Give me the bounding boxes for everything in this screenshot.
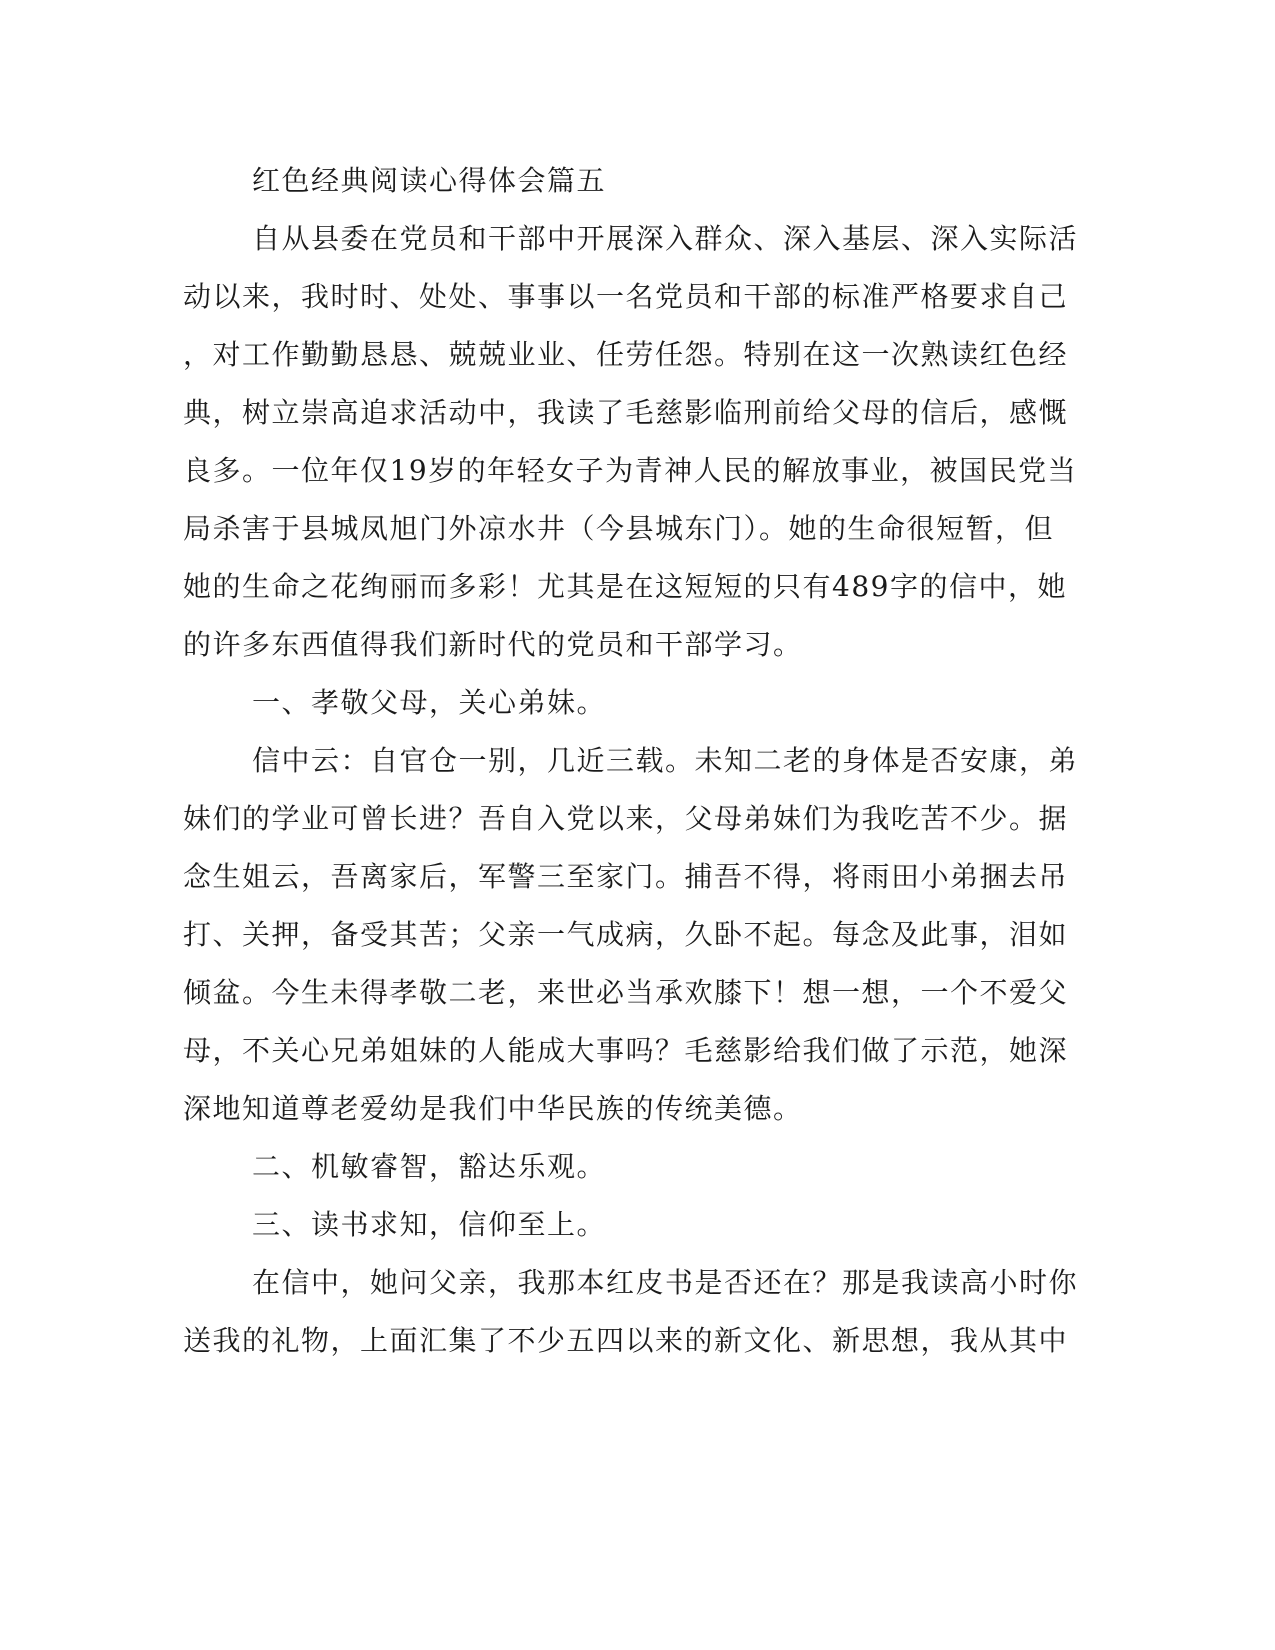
text-line: 妹们的学业可曾长进？吾自入党以来，父母弟妹们为我吃苦不少。据 [183, 802, 1069, 835]
text-line: 母，不关心兄弟姐妹的人能成大事吗？毛慈影给我们做了示范，她深 [183, 1034, 1069, 1067]
text-line: 的许多东西值得我们新时代的党员和干部学习。 [183, 628, 803, 661]
text-line: 自从县委在党员和干部中开展深入群众、深入基层、深入实际活 [252, 222, 1079, 255]
section-heading: 三、读书求知，信仰至上。 [252, 1208, 607, 1241]
text-line: 在信中，她问父亲，我那本红皮书是否还在？那是我读高小时你 [252, 1266, 1079, 1299]
text-line: 动以来，我时时、处处、事事以一名党员和干部的标准严格要求自己 [183, 280, 1069, 313]
section-heading: 一、孝敬父母，关心弟妹。 [252, 686, 607, 719]
text-line: 局杀害于县城凤旭门外凉水井（今县城东门）。她的生命很短暂，但 [183, 512, 1055, 545]
document-title: 红色经典阅读心得体会篇五 [252, 164, 607, 197]
text-line: 信中云：自官仓一别，几近三载。未知二老的身体是否安康，弟 [252, 744, 1079, 777]
text-line: 典，树立崇高追求活动中，我读了毛慈影临刑前给父母的信后，感慨 [183, 396, 1069, 429]
text-line: 深地知道尊老爱幼是我们中华民族的传统美德。 [183, 1092, 803, 1125]
text-line: 送我的礼物，上面汇集了不少五四以来的新文化、新思想，我从其中 [183, 1324, 1069, 1357]
text-line: ，对工作勤勤恳恳、兢兢业业、任劳任怨。特别在这一次熟读红色经 [183, 338, 1069, 371]
section-heading: 二、机敏睿智，豁达乐观。 [252, 1150, 607, 1183]
text-line: 念生姐云，吾离家后，军警三至家门。捕吾不得，将雨田小弟捆去吊 [183, 860, 1069, 893]
text-line: 良多。一位年仅19岁的年轻女子为青神人民的解放事业，被国民党当 [183, 454, 1078, 487]
text-line: 她的生命之花绚丽而多彩！尤其是在这短短的只有489字的信中，她 [183, 570, 1067, 603]
text-line: 打、关押，备受其苦；父亲一气成病，久卧不起。每念及此事，泪如 [183, 918, 1069, 951]
text-line: 倾盆。今生未得孝敬二老，来世必当承欢膝下！想一想，一个不爱父 [183, 976, 1069, 1009]
